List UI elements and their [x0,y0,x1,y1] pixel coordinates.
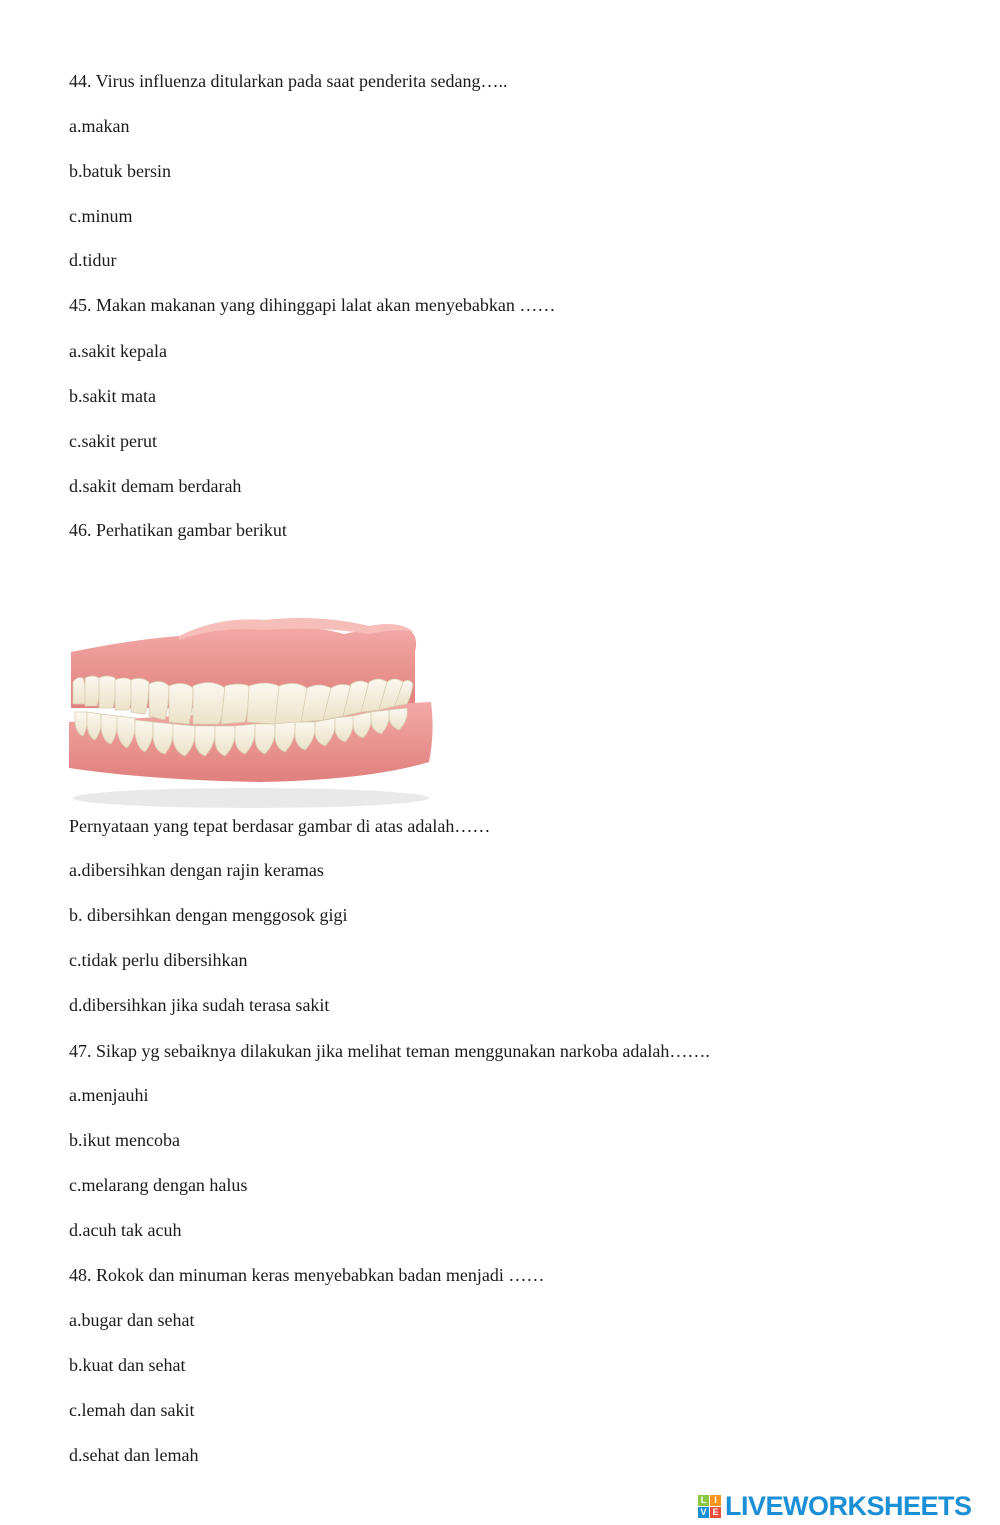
question-46-option-d[interactable]: d.dibersihkan jika sudah terasa sakit [69,995,330,1015]
question-45-prompt: 45. Makan makanan yang dihinggapi lalat akan menyebabkan …… [69,295,556,315]
question-45-option-c[interactable]: c.sakit perut [69,431,157,451]
question-47-option-d[interactable]: d.acuh tak acuh [69,1220,182,1240]
question-48-prompt: 48. Rokok dan minuman keras menyebabkan badan menjadi …… [69,1265,545,1285]
question-48-option-a[interactable]: a.bugar dan sehat [69,1310,195,1330]
question-47-option-c[interactable]: c.melarang dengan halus [69,1175,248,1195]
question-46-option-a[interactable]: a.dibersihkan dengan rajin keramas [69,860,324,880]
logo-letter-i: I [710,1495,721,1506]
liveworksheets-logo[interactable] [698,1490,972,1522]
question-44-option-a[interactable]: a.makan [69,116,130,136]
question-46-statement: Pernyataan yang tepat berdasar gambar di atas adalah…… [69,816,491,836]
brand-text: LIVEWORKSHEETS [725,1490,972,1521]
question-45-option-a[interactable]: a.sakit kepala [69,341,167,361]
logo-letter-l: L [698,1495,709,1506]
logo-letter-e: E [710,1507,721,1518]
question-44-option-b[interactable]: b.batuk bersin [69,161,171,181]
question-48-option-b[interactable]: b.kuat dan sehat [69,1355,186,1375]
question-45-option-d[interactable]: d.sakit demam berdarah [69,476,242,496]
question-46-option-b[interactable]: b. dibersihkan dengan menggosok gigi [69,905,348,925]
question-44-option-c[interactable]: c.minum [69,206,133,226]
question-46-prompt: 46. Perhatikan gambar berikut [69,520,287,540]
question-48-option-d[interactable]: d.sehat dan lemah [69,1445,199,1465]
dentures-image [69,612,433,812]
live-logo-icon [698,1495,721,1518]
question-45-option-b[interactable]: b.sakit mata [69,386,156,406]
logo-letter-v: V [698,1507,709,1518]
question-47-option-a[interactable]: a.menjauhi [69,1085,149,1105]
question-46-option-c[interactable]: c.tidak perlu dibersihkan [69,950,248,970]
question-44-prompt: 44. Virus influenza ditularkan pada saat penderita sedang….. [69,71,508,91]
question-44-option-d[interactable]: d.tidur [69,250,117,270]
question-47-option-b[interactable]: b.ikut mencoba [69,1130,180,1150]
question-47-prompt: 47. Sikap yg sebaiknya dilakukan jika melihat teman menggunakan narkoba adalah……. [69,1041,710,1061]
question-48-option-c[interactable]: c.lemah dan sakit [69,1400,195,1420]
